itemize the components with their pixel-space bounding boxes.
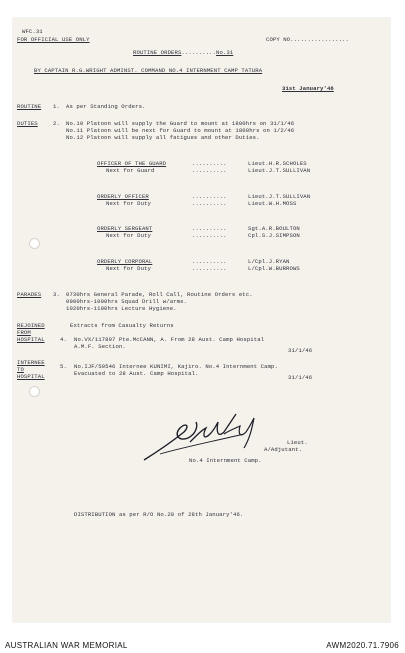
internee-number: 5. xyxy=(60,363,67,370)
copy-number-label: COPY NO................. xyxy=(266,36,349,43)
duties-line: No.12 Platoon will supply all fatigues and other Duties. xyxy=(66,134,260,141)
roster-next-name: Cpl.S.J.SIMPSON xyxy=(248,232,300,239)
internee-label: TO xyxy=(17,366,24,373)
accession-number: AWM2020.71.7906 xyxy=(326,641,399,650)
roster-dots: .......... xyxy=(192,167,227,174)
roster-dots: .......... xyxy=(192,160,227,167)
distribution-line: DISTRIBUTION as per R/O No.28 of 28th January'46. xyxy=(74,511,244,518)
signatory-title: A/Adjutant. xyxy=(264,446,303,453)
duties-number: 2. xyxy=(53,120,60,127)
internee-date: 31/1/46 xyxy=(288,374,313,381)
punch-hole-top xyxy=(29,238,40,249)
parades-label: PARADES xyxy=(17,291,42,298)
archive-credit: AUSTRALIAN WAR MEMORIAL xyxy=(5,641,128,650)
classification-marking: FOR OFFICIAL USE ONLY xyxy=(17,36,90,43)
order-title: ROUTINE ORDERS..........No.31 xyxy=(133,49,234,56)
signatory-unit: No.4 Internment Camp. xyxy=(189,457,262,464)
internee-label: HOSPITAL xyxy=(17,373,45,380)
roster-role: ORDERLY CORPORAL xyxy=(97,258,153,265)
roster-name: L/Cpl.J.RYAN xyxy=(248,258,290,265)
roster-next-name: L/Cpl.W.BURROWS xyxy=(248,265,300,272)
roster-next-label: Next for Guard xyxy=(106,167,155,174)
signatory-rank: Lieut. xyxy=(287,439,308,446)
roster-next-label: Next for Duty xyxy=(106,200,151,207)
duties-label: DUTIES xyxy=(17,120,38,127)
parades-number: 3. xyxy=(53,291,60,298)
roster-name: Lieut.J.T.SULLIVAN xyxy=(248,193,311,200)
roster-dots: .......... xyxy=(192,193,227,200)
duties-line: No.11 Platoon will be next for Guard to mount at 1800hrs on 1/2/46 xyxy=(66,127,295,134)
parades-line: 1020hrs-1100hrs Lecture Hygiene. xyxy=(66,305,177,312)
rejoined-label: REJOINED xyxy=(17,322,45,329)
roster-name: Sgt.A.R.BOULTON xyxy=(248,225,300,232)
roster-role: OFFICER OF THE GUARD xyxy=(97,160,167,167)
roster-next-name: Lieut.W.H.MOSS xyxy=(248,200,297,207)
handwritten-signature xyxy=(140,404,265,464)
rejoined-label: HOSPITAL xyxy=(17,336,45,343)
roster-dots: .......... xyxy=(192,225,227,232)
roster-dots: .......... xyxy=(192,200,227,207)
internee-line: Evacuated to 28 Aust. Camp Hospital. xyxy=(74,370,199,377)
casualty-returns-heading: Extracts from Casualty Returns xyxy=(70,322,174,329)
rejoined-date: 31/1/46 xyxy=(288,347,313,354)
roster-role: ORDERLY OFFICER xyxy=(97,193,149,200)
roster-dots: .......... xyxy=(192,232,227,239)
parades-line: 0730hrs General Parade, Roll Call, Routine Orders etc. xyxy=(66,291,253,298)
duties-line: No.10 Platoon will supply the Guard to mount at 1800hrs on 31/1/46 xyxy=(66,120,295,127)
rejoined-line: No.VX/117897 Pte.McCANN, A. From 28 Aust. Camp Hospital xyxy=(74,336,265,343)
routine-number: 1. xyxy=(53,103,60,110)
internee-label: INTERNEE xyxy=(17,359,45,366)
form-number: WFC.31 xyxy=(22,28,43,35)
rejoined-label: FROM xyxy=(17,329,31,336)
roster-name: Lieut.H.R.SCHOLES xyxy=(248,160,307,167)
routine-text: As per Standing Orders. xyxy=(66,103,146,110)
routine-label: ROUTINE xyxy=(17,103,42,110)
issuing-authority: BY CAPTAIN R.G.WRIGHT ADMINST. COMMAND NO.4 INTERNMENT CAMP TATURA xyxy=(34,67,263,74)
roster-dots: .......... xyxy=(192,265,227,272)
internee-line: No.IJF/50546 Internee KUNIMI, Kajiro. No.4 Internment Camp. xyxy=(74,363,278,370)
parades-line: 0900hrs-1000hrs Squad Drill w/arms. xyxy=(66,298,187,305)
rejoined-number: 4. xyxy=(60,336,67,343)
roster-next-label: Next for Duty xyxy=(106,232,151,239)
punch-hole-bottom xyxy=(29,386,40,397)
roster-next-label: Next for Duty xyxy=(106,265,151,272)
order-date: 31st January'46 xyxy=(282,85,334,92)
roster-role: ORDERLY SERGEANT xyxy=(97,225,153,232)
rejoined-line: A.M.F. Section. xyxy=(74,343,126,350)
roster-dots: .......... xyxy=(192,258,227,265)
roster-next-name: Lieut.J.T.SULLIVAN xyxy=(248,167,311,174)
